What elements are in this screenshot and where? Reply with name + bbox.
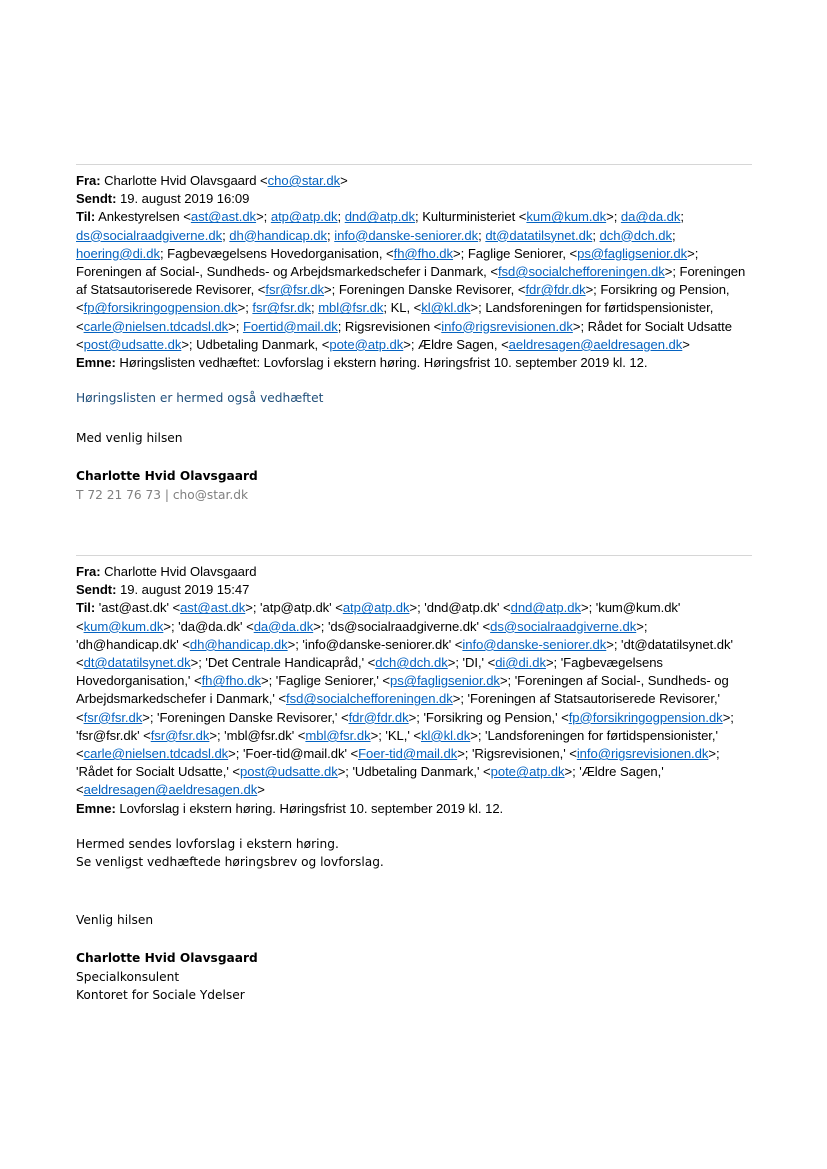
recipient-text: ; xyxy=(592,227,600,243)
recipient-email-link[interactable]: ast@ast.dk xyxy=(180,600,246,616)
recipient-email-link[interactable]: kum@kum.dk xyxy=(83,618,164,634)
recipient-text: Ankestyrelsen < xyxy=(98,209,191,225)
recipient-email-link[interactable]: fsr@fsr.dk xyxy=(252,300,312,316)
signature-name: Charlotte Hvid Olavsgaard xyxy=(76,951,258,966)
separator-line xyxy=(76,555,752,556)
recipient-email-link[interactable]: fh@fho.dk xyxy=(201,673,261,689)
recipient-text: >; Foreningen af Statsautoriserede Revisorer, < xyxy=(76,264,746,298)
to-line xyxy=(76,599,752,799)
sent-date: 19. august 2019 15:47 xyxy=(120,582,250,598)
recipient-text: >; 'Rigsrevisionen,' < xyxy=(457,746,577,762)
subject-label: Emne: xyxy=(76,800,116,816)
recipient-text: >; 'dt@datatilsynet.dk' < xyxy=(76,636,733,671)
recipient-email-link[interactable]: da@da.dk xyxy=(620,209,681,225)
recipient-email-link[interactable]: post@udsatte.dk xyxy=(83,336,182,352)
recipient-email-link[interactable]: fp@forsikringogpension.dk xyxy=(83,300,238,316)
body-line: Høringslisten er hermed også vedhæftet xyxy=(76,391,324,406)
recipient-email-link[interactable]: aeldresagen@aeldresagen.dk xyxy=(508,336,683,352)
recipient-text: 'ast@ast.dk' < xyxy=(98,600,181,616)
recipient-text: >; 'Landsforeningen for førtidspensionister,' < xyxy=(76,727,718,762)
recipient-email-link[interactable]: post@udsatte.dk xyxy=(239,764,338,780)
recipient-text: >; Faglige Seniorer, < xyxy=(453,245,578,261)
recipient-email-link[interactable]: info@danske-seniorer.dk xyxy=(462,636,607,652)
recipient-email-link[interactable]: info@danske-seniorer.dk xyxy=(334,227,479,243)
subject-line xyxy=(76,354,752,372)
recipient-email-link[interactable]: fsd@socialchefforeningen.dk xyxy=(286,691,453,707)
recipient-email-link[interactable]: info@rigsrevisionen.dk xyxy=(441,318,573,334)
recipient-list xyxy=(76,209,745,351)
recipient-email-link[interactable]: aeldresagen@aeldresagen.dk xyxy=(83,782,258,798)
from-line xyxy=(76,172,752,190)
recipient-email-link[interactable]: fsd@socialchefforeningen.dk xyxy=(497,264,665,280)
from-line xyxy=(76,563,752,581)
subject-label: Emne: xyxy=(76,355,116,371)
recipient-email-link[interactable]: ds@socialraadgiverne.dk xyxy=(490,618,637,634)
recipient-email-link[interactable]: kum@kum.dk xyxy=(526,209,607,225)
recipient-email-link[interactable]: hoering@di.dk xyxy=(76,245,160,261)
email-header xyxy=(76,172,752,372)
email-message-1 xyxy=(76,164,752,504)
recipient-text: ; xyxy=(337,209,345,225)
recipient-text: >; xyxy=(237,300,253,316)
signature-office: Kontoret for Sociale Ydelser xyxy=(76,988,245,1003)
recipient-email-link[interactable]: fh@fho.dk xyxy=(393,245,454,261)
recipient-text: >; xyxy=(228,318,243,334)
recipient-email-link[interactable]: atp@atp.dk xyxy=(270,209,338,225)
to-label: Til: xyxy=(76,600,96,616)
recipient-email-link[interactable]: info@rigsrevisionen.dk xyxy=(576,746,709,762)
recipient-text: > xyxy=(257,782,265,798)
recipient-email-link[interactable]: mbl@fsr.dk xyxy=(318,300,384,316)
recipient-email-link[interactable]: Foertid@mail.dk xyxy=(242,318,338,334)
recipient-email-link[interactable]: mbl@fsr.dk xyxy=(305,727,371,743)
recipient-text: >; 'fsr@fsr.dk' < xyxy=(76,709,734,743)
recipient-email-link[interactable]: dt@datatilsynet.dk xyxy=(83,655,191,671)
recipient-email-link[interactable]: dch@dch.dk xyxy=(599,227,672,243)
recipient-email-link[interactable]: fdr@fdr.dk xyxy=(348,709,409,725)
recipient-email-link[interactable]: ds@socialraadgiverne.dk xyxy=(76,227,223,243)
recipient-text: >; xyxy=(606,209,621,225)
recipient-text: >; 'Det Centrale Handicapråd,' < xyxy=(190,655,376,671)
recipient-text: ; Kulturministeriet < xyxy=(415,209,527,225)
recipient-email-link[interactable]: di@di.dk xyxy=(495,655,546,671)
recipient-text: >; 'Rådet for Socialt Udsatte,' < xyxy=(76,746,720,780)
recipient-text: >; Landsforeningen for førtidspensionister, < xyxy=(76,300,714,334)
recipient-text: > xyxy=(682,336,690,352)
recipient-text: ; xyxy=(311,300,319,316)
greeting: Med venlig hilsen xyxy=(76,430,183,445)
signature-title: Specialkonsulent xyxy=(76,969,180,984)
recipient-text: >; 'Faglige Seniorer,' < xyxy=(261,673,390,689)
recipient-email-link[interactable]: fsr@fsr.dk xyxy=(83,709,143,725)
recipient-text: ; xyxy=(672,227,676,243)
recipient-text: >; Foreningen Danske Revisorer, < xyxy=(324,282,526,298)
to-line xyxy=(76,208,752,354)
recipient-email-link[interactable]: fdr@fdr.dk xyxy=(525,282,586,298)
recipient-text: ; xyxy=(222,227,230,243)
recipient-email-link[interactable]: dh@handicap.dk xyxy=(229,227,328,243)
recipient-text: ; xyxy=(327,227,335,243)
recipient-text: >; 'dh@handicap.dk' < xyxy=(76,618,648,652)
recipient-email-link[interactable]: dnd@atp.dk xyxy=(344,209,416,225)
recipient-email-link[interactable]: ps@fagligsenior.dk xyxy=(390,673,500,689)
recipient-text: >; 'Foer-tid@mail.dk' < xyxy=(228,746,359,762)
recipient-text: >; 'Ældre Sagen,' < xyxy=(76,764,664,798)
recipient-text: >; Udbetaling Danmark, < xyxy=(181,336,330,352)
recipient-text: >; 'Foreningen Danske Revisorer,' < xyxy=(142,709,349,725)
recipient-email-link[interactable]: carle@nielsen.tdcadsl.dk xyxy=(83,318,229,334)
recipient-email-link[interactable]: dch@dch.dk xyxy=(375,655,448,671)
email-header xyxy=(76,563,752,818)
greeting: Venlig hilsen xyxy=(76,912,154,927)
recipient-text: >; xyxy=(256,209,271,225)
recipient-email-link[interactable]: dt@datatilsynet.dk xyxy=(485,227,593,243)
separator-line xyxy=(76,164,752,165)
recipient-text: >; 'kum@kum.dk' < xyxy=(76,600,681,634)
recipient-text: >; 'da@da.dk' < xyxy=(163,618,254,634)
recipient-email-link[interactable]: pote@atp.dk xyxy=(329,336,404,352)
recipient-email-link[interactable]: kl@kl.dk xyxy=(420,727,471,743)
recipient-text: >; 'mbl@fsr.dk' < xyxy=(209,727,306,743)
recipient-text: >; 'Forsikring og Pension,' < xyxy=(408,709,569,725)
recipient-text: >; 'Foreningen af Social-, Sundheds- og Arbejdsmarkedschefer i Danmark,' < xyxy=(76,673,729,707)
from-label: Fra: xyxy=(76,173,101,188)
sent-label: Sendt: xyxy=(76,582,117,598)
recipient-text: >; 'atp@atp.dk' < xyxy=(245,600,343,616)
recipient-text: ; xyxy=(478,227,486,243)
recipient-email-link[interactable]: pote@atp.dk xyxy=(490,764,565,780)
recipient-text: >; Foreningen af Social-, Sundheds- og Arbejdsmarkedschefer i Danmark, < xyxy=(76,245,699,280)
from-email-link[interactable]: cho@star.dk xyxy=(267,173,341,188)
subject-line xyxy=(76,800,752,818)
recipient-email-link[interactable]: fp@forsikringogpension.dk xyxy=(568,709,723,725)
recipient-email-link[interactable]: kl@kl.dk xyxy=(421,300,471,316)
recipient-text: ; Fagbevægelsens Hovedorganisation, < xyxy=(159,245,394,261)
body-line-2: Se venligst vedhæftede høringsbrev og lovforslag. xyxy=(76,855,384,870)
recipient-email-link[interactable]: fsr@fsr.dk xyxy=(150,727,210,743)
recipient-text: >; Ældre Sagen, < xyxy=(403,336,509,352)
from-label: Fra: xyxy=(76,564,101,579)
recipient-text: >; Rådet for Socialt Udsatte < xyxy=(76,318,732,352)
recipient-text: ; Rigsrevisionen < xyxy=(337,318,442,334)
recipient-text: >; 'Foreningen af Statsautoriserede Revisorer,' < xyxy=(76,691,720,725)
body-line-1: Hermed sendes lovforslag i ekstern høring. xyxy=(76,836,339,851)
email-message-2 xyxy=(76,555,752,1005)
recipient-text: ; KL, < xyxy=(383,300,422,316)
recipient-email-link[interactable]: dh@handicap.dk xyxy=(189,636,288,652)
from-name: Charlotte Hvid Olavsgaard xyxy=(104,564,257,579)
recipient-text: >; 'KL,' < xyxy=(370,727,421,743)
signature-contact: T 72 21 76 73 | cho@star.dk xyxy=(76,487,249,502)
recipient-text: >; 'ds@socialraadgiverne.dk' < xyxy=(313,618,491,634)
recipient-list xyxy=(76,600,734,797)
recipient-email-link[interactable]: ast@ast.dk xyxy=(190,209,257,225)
recipient-email-link[interactable]: Foer-tid@mail.dk xyxy=(358,746,458,762)
subject-text: Lovforslag i ekstern høring. Høringsfrist 10. september 2019 kl. 12. xyxy=(119,800,504,816)
sent-date: 19. august 2019 16:09 xyxy=(120,191,250,207)
recipient-text: >; 'info@danske-seniorer.dk' < xyxy=(287,636,463,652)
sent-line xyxy=(76,581,752,599)
recipient-email-link[interactable]: fsr@fsr.dk xyxy=(265,282,325,298)
recipient-text: >; 'dnd@atp.dk' < xyxy=(409,600,511,616)
recipient-email-link[interactable]: carle@nielsen.tdcadsl.dk xyxy=(83,746,229,762)
recipient-text: >; 'Fagbevægelsens Hovedorganisation,' < xyxy=(76,655,663,689)
recipient-text: >; 'Udbetaling Danmark,' < xyxy=(337,764,491,780)
to-label: Til: xyxy=(76,209,96,225)
sent-line xyxy=(76,190,752,208)
subject-text: Høringslisten vedhæftet: Lovforslag i ekstern høring. Høringsfrist 10. september 2019 kl. 12. xyxy=(119,355,648,371)
recipient-email-link[interactable]: atp@atp.dk xyxy=(342,600,410,616)
recipient-text: ; xyxy=(680,209,685,225)
recipient-text: >; 'DI,' < xyxy=(447,655,496,671)
sent-label: Sendt: xyxy=(76,191,117,207)
recipient-email-link[interactable]: da@da.dk xyxy=(253,618,314,634)
from-name: Charlotte Hvid Olavsgaard < xyxy=(104,173,268,188)
recipient-email-link[interactable]: ps@fagligsenior.dk xyxy=(577,245,688,261)
signature-name: Charlotte Hvid Olavsgaard xyxy=(76,469,258,484)
recipient-email-link[interactable]: dnd@atp.dk xyxy=(510,600,581,616)
from-close: > xyxy=(340,173,348,188)
recipient-text: >; Forsikring og Pension, < xyxy=(76,282,730,316)
